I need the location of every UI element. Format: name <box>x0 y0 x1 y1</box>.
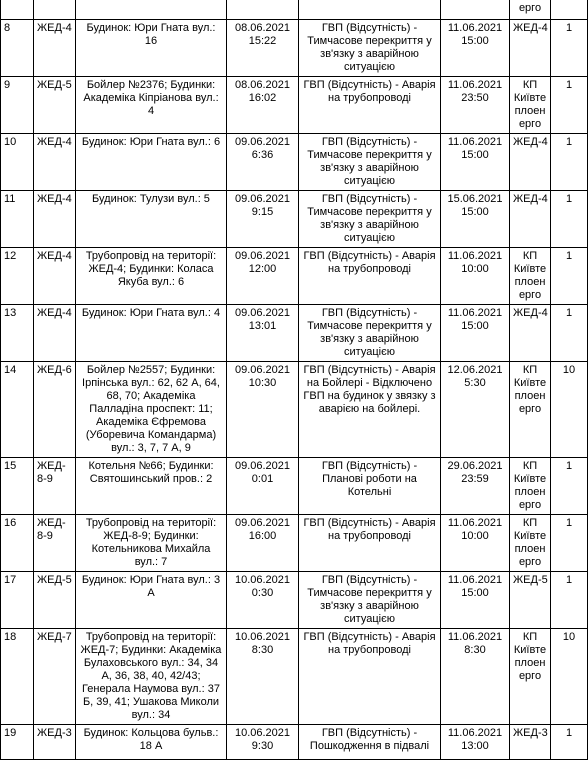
cell-contractor: ЖЕД-4 <box>510 191 551 248</box>
cell-organization: ЖЕД-5 <box>34 572 76 629</box>
table-row <box>1 134 588 191</box>
cell-address: Трубопровід на території: ЖЕД-8-9; Будинки: Котельникова Михайла вул.: 7 <box>76 515 227 572</box>
cell-outage-type <box>299 0 441 20</box>
cell-outage-type: ГВП (Відсутність) - Аварія на трубопроводі <box>299 77 441 134</box>
cell-start-time: 08.06.2021 15:22 <box>227 20 299 77</box>
cell-contractor: ЖЕД-4 <box>510 134 551 191</box>
table-row <box>1 305 588 362</box>
cell-start-time: 10.06.2021 0:30 <box>227 572 299 629</box>
cell-number: 10 <box>1 134 34 191</box>
cell-contractor: ЖЕД-4 <box>510 305 551 362</box>
table-row <box>1 362 588 458</box>
cell-organization: ЖЕД- 8-9 <box>34 515 76 572</box>
cell-contractor: КП Київте плоен ерго <box>510 248 551 305</box>
cell-end-time <box>441 0 510 20</box>
cell-address: Будинок: Юри Гната вул.: 16 <box>76 20 227 77</box>
cell-end-time: 11.06.2021 10:00 <box>441 515 510 572</box>
cell-number: 18 <box>1 629 34 725</box>
cell-end-time: 15.06.2021 15:00 <box>441 191 510 248</box>
cell-number: 8 <box>1 20 34 77</box>
cell-end-time: 11.06.2021 13:00 <box>441 725 510 760</box>
cell-count: 1 <box>551 515 588 572</box>
cell-number <box>1 0 34 20</box>
table-row <box>1 0 588 20</box>
cell-address: Будинок: Юри Гната вул.: 3 А <box>76 572 227 629</box>
cell-number: 11 <box>1 191 34 248</box>
cell-organization: ЖЕД-5 <box>34 77 76 134</box>
cell-end-time: 11.06.2021 15:00 <box>441 572 510 629</box>
cell-start-time: 10.06.2021 9:30 <box>227 725 299 760</box>
cell-start-time: 09.06.2021 10:30 <box>227 362 299 458</box>
cell-contractor: КП Київте плоен ерго <box>510 515 551 572</box>
cell-address: Трубопровід на території: ЖЕД-7; Будинки: Академіка Булаховського вул.: 34, 34 А, 36, 38, 40, 42/43; Генерала Наумова вул.: 37 Б, 39, 41; Ушакова Миколи вул.: 34 <box>76 629 227 725</box>
cell-outage-type: ГВП (Відсутність) - Тимчасове перекриття у зв'язку з аварійною ситуацією <box>299 305 441 362</box>
cell-contractor: КП Київте плоен ерго <box>510 629 551 725</box>
cell-outage-type: ГВП (Відсутність) - Тимчасове перекриття у зв'язку з аварійною ситуацією <box>299 572 441 629</box>
cell-contractor: КП Київте плоен ерго <box>510 362 551 458</box>
cell-count: 1 <box>551 305 588 362</box>
cell-end-time: 11.06.2021 15:00 <box>441 305 510 362</box>
cell-number: 9 <box>1 77 34 134</box>
cell-contractor: КП Київте плоен ерго <box>510 458 551 515</box>
cell-number: 15 <box>1 458 34 515</box>
cell-count: 10 <box>551 362 588 458</box>
cell-start-time: 09.06.2021 16:00 <box>227 515 299 572</box>
cell-end-time: 12.06.2021 5:30 <box>441 362 510 458</box>
cell-start-time: 09.06.2021 9:15 <box>227 191 299 248</box>
cell-count: 1 <box>551 458 588 515</box>
cell-address <box>76 0 227 20</box>
cell-contractor: ЖЕД-4 <box>510 20 551 77</box>
cell-outage-type: ГВП (Відсутність) - Тимчасове перекриття у зв'язку з аварійною ситуацією <box>299 134 441 191</box>
cell-start-time: 09.06.2021 6:36 <box>227 134 299 191</box>
cell-outage-type: ГВП (Відсутність) - Аварія на трубопроводі <box>299 629 441 725</box>
cell-contractor: ЖЕД-5 <box>510 572 551 629</box>
cell-start-time: 10.06.2021 8:30 <box>227 629 299 725</box>
cell-start-time <box>227 0 299 20</box>
table-row <box>1 458 588 515</box>
table-row <box>1 629 588 725</box>
table-row <box>1 77 588 134</box>
cell-organization: ЖЕД- 8-9 <box>34 458 76 515</box>
cell-organization: ЖЕД-4 <box>34 248 76 305</box>
cell-number: 16 <box>1 515 34 572</box>
cell-outage-type: ГВП (Відсутність) - Планові роботи на Котельні <box>299 458 441 515</box>
cell-outage-type: ГВП (Відсутність) - Пошкодження в підвалі <box>299 725 441 760</box>
cell-organization: ЖЕД-4 <box>34 134 76 191</box>
cell-address: Будинок: Тулузи вул.: 5 <box>76 191 227 248</box>
cell-organization <box>34 0 76 20</box>
cell-count: 1 <box>551 191 588 248</box>
cell-outage-type: ГВП (Відсутність) - Аварія на трубопроводі <box>299 515 441 572</box>
cell-address: Бойлер №2557; Будинки: Ірпінська вул.: 62, 62 А, 64, 68, 70; Академіка Палладіна проспект: 11; Академіка Єфремова (Уборевича Командарма) вул.: 3, 7, 7 А, 9 <box>76 362 227 458</box>
cell-count: 1 <box>551 134 588 191</box>
cell-address: Будинок: Кольцова бульв.: 18 А <box>76 725 227 760</box>
cell-address: Будинок: Юри Гната вул.: 6 <box>76 134 227 191</box>
cell-end-time: 11.06.2021 15:00 <box>441 20 510 77</box>
table-row <box>1 725 588 760</box>
cell-start-time: 09.06.2021 0:01 <box>227 458 299 515</box>
cell-outage-type: ГВП (Відсутність) - Тимчасове перекриття у зв'язку з аварійною ситуацією <box>299 191 441 248</box>
cell-start-time: 09.06.2021 12:00 <box>227 248 299 305</box>
cell-end-time: 29.06.2021 23:59 <box>441 458 510 515</box>
table-row <box>1 572 588 629</box>
cell-address: Трубопровід на території: ЖЕД-4; Будинки: Коласа Якуба вул.: 6 <box>76 248 227 305</box>
cell-organization: ЖЕД-4 <box>34 305 76 362</box>
cell-organization: ЖЕД-4 <box>34 20 76 77</box>
table-row <box>1 20 588 77</box>
cell-address: Бойлер №2376; Будинки: Академіка Кіпріанова вул.: 4 <box>76 77 227 134</box>
cell-number: 17 <box>1 572 34 629</box>
cell-contractor: ерго <box>510 0 551 20</box>
cell-count: 1 <box>551 248 588 305</box>
cell-count: 1 <box>551 725 588 760</box>
cell-start-time: 08.06.2021 16:02 <box>227 77 299 134</box>
cell-count: 1 <box>551 20 588 77</box>
table-row <box>1 515 588 572</box>
cell-outage-type: ГВП (Відсутність) - Аварія на трубопроводі <box>299 248 441 305</box>
table-row <box>1 191 588 248</box>
cell-end-time: 11.06.2021 23:50 <box>441 77 510 134</box>
cell-number: 12 <box>1 248 34 305</box>
cell-contractor: КП Київте плоен ерго <box>510 77 551 134</box>
cell-start-time: 09.06.2021 13:01 <box>227 305 299 362</box>
cell-organization: ЖЕД-4 <box>34 191 76 248</box>
cell-organization: ЖЕД-6 <box>34 362 76 458</box>
cell-outage-type: ГВП (Відсутність) - Тимчасове перекриття у зв'язку з аварійною ситуацією <box>299 20 441 77</box>
cell-count: 10 <box>551 629 588 725</box>
cell-organization: ЖЕД-3 <box>34 725 76 760</box>
cell-count: 1 <box>551 572 588 629</box>
cell-organization: ЖЕД-7 <box>34 629 76 725</box>
cell-count: 1 <box>551 77 588 134</box>
table-row <box>1 248 588 305</box>
cell-number: 13 <box>1 305 34 362</box>
cell-number: 14 <box>1 362 34 458</box>
cell-contractor: ЖЕД-3 <box>510 725 551 760</box>
cell-end-time: 11.06.2021 15:00 <box>441 134 510 191</box>
cell-address: Будинок: Юри Гната вул.: 4 <box>76 305 227 362</box>
cell-end-time: 11.06.2021 8:30 <box>441 629 510 725</box>
cell-address: Котельня №66; Будинки: Святошинський пров.: 2 <box>76 458 227 515</box>
cell-count <box>551 0 588 20</box>
cell-outage-type: ГВП (Відсутність) - Аварія на Бойлері - Відключено ГВП на будинок у звязку з аварією на бойлері. <box>299 362 441 458</box>
cell-number: 19 <box>1 725 34 760</box>
cell-end-time: 11.06.2021 10:00 <box>441 248 510 305</box>
